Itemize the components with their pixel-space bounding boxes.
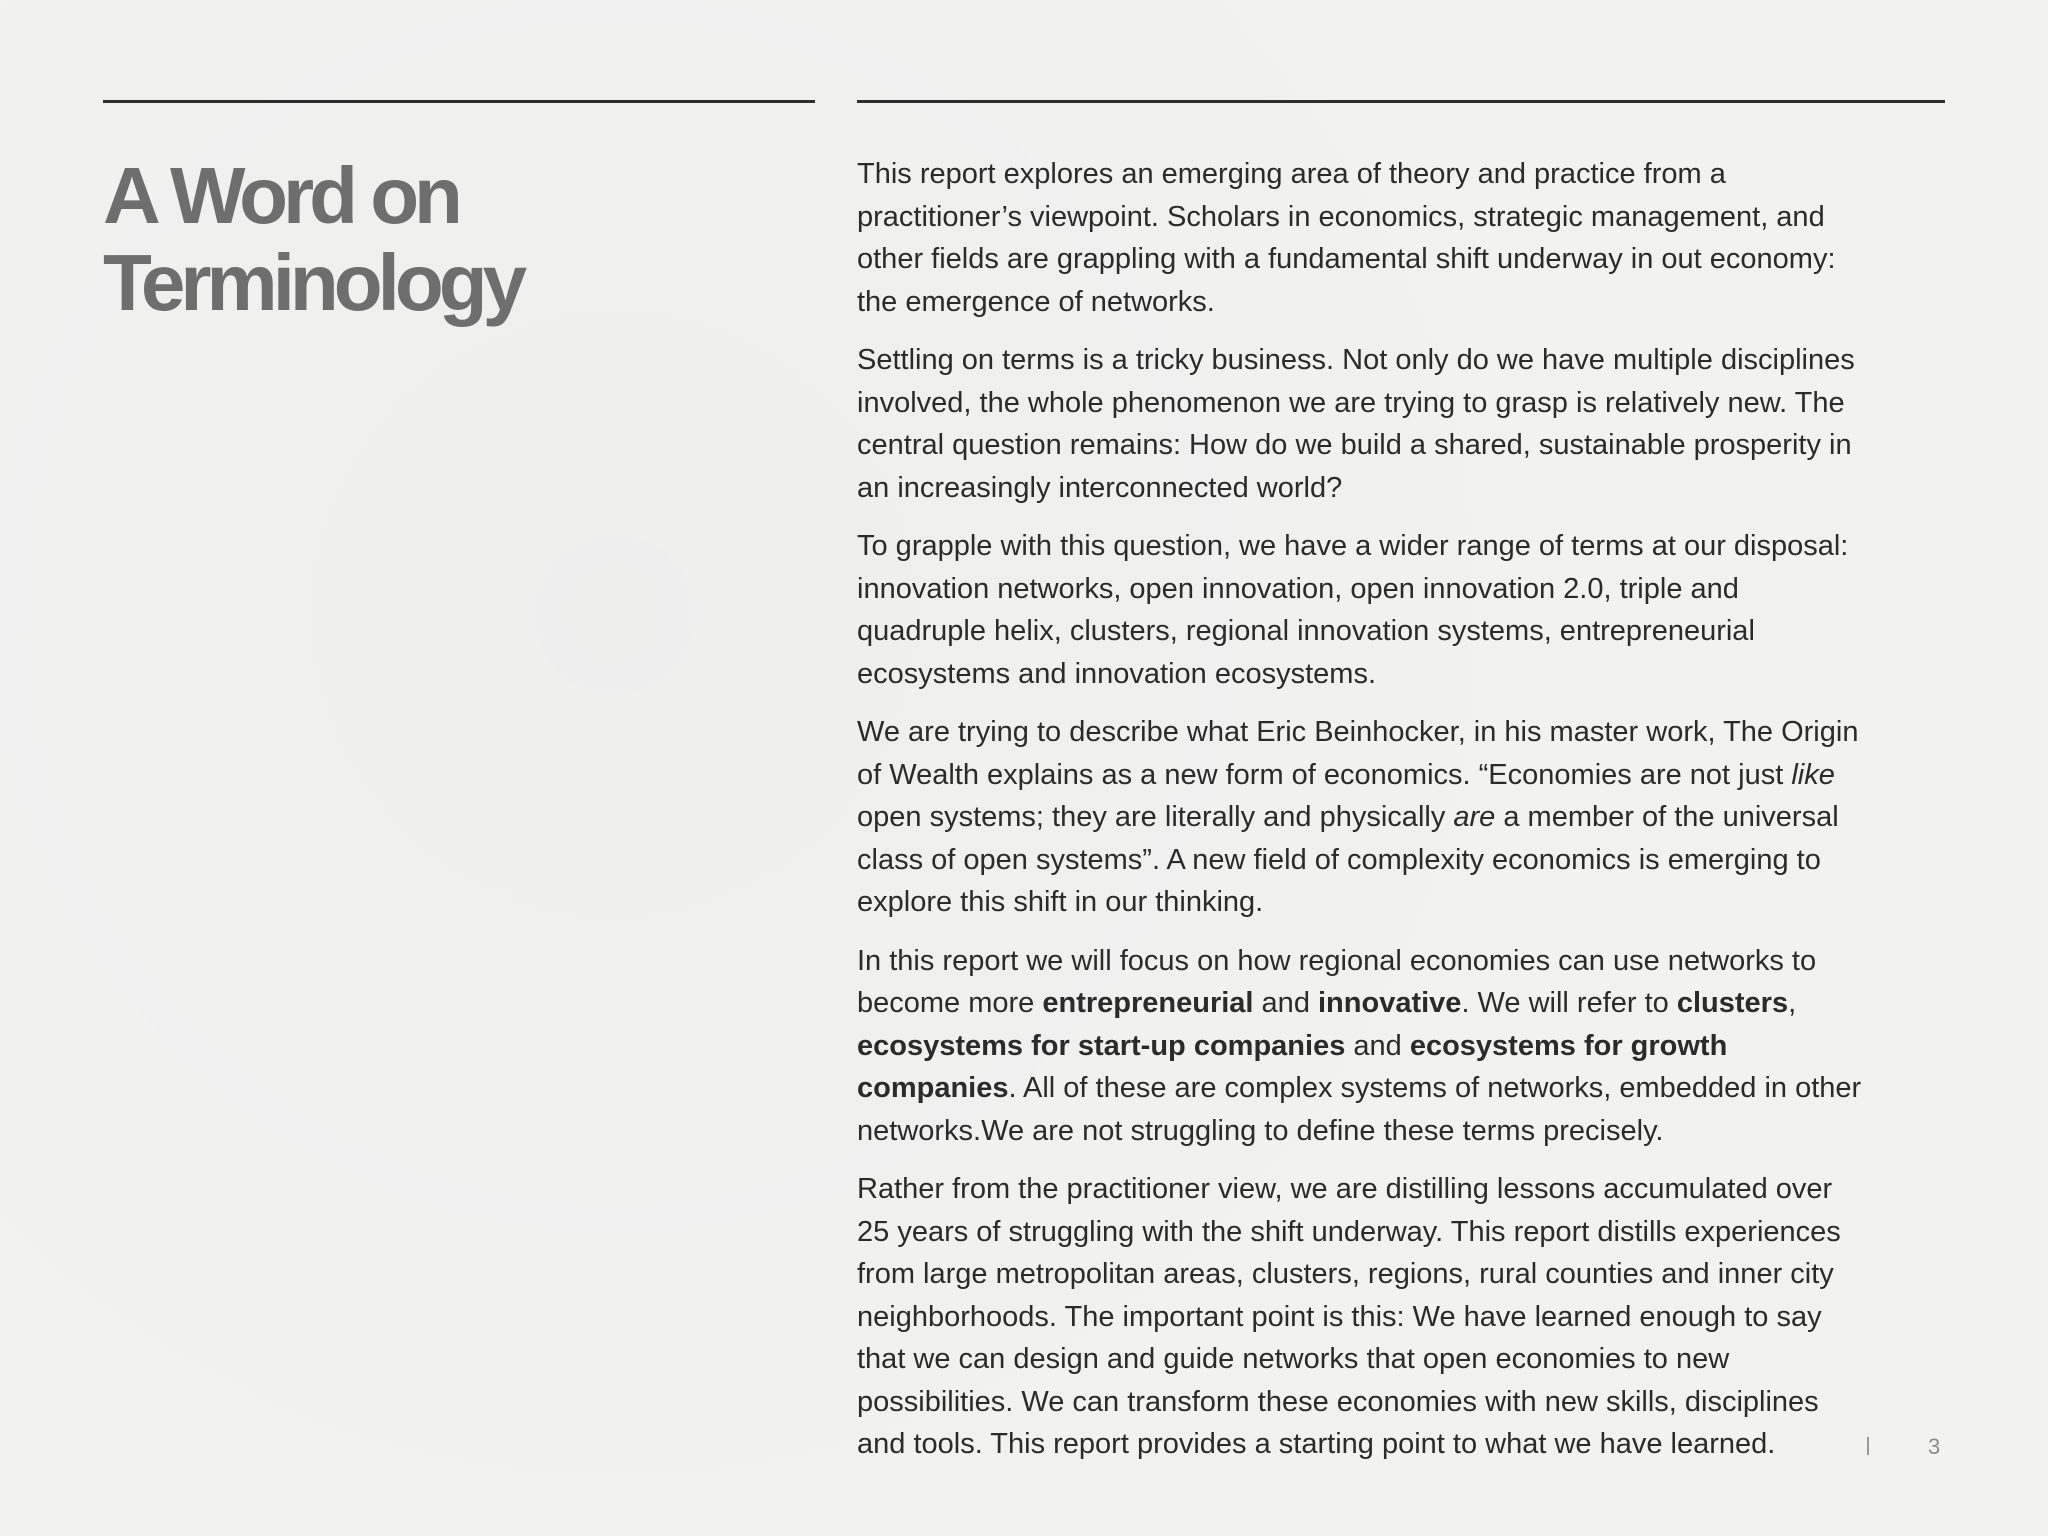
paragraph-5 xyxy=(857,940,1955,1153)
title-line-2: Terminology xyxy=(103,238,523,327)
paragraph-4-text-c: open systems; they are literally and physically xyxy=(857,801,1446,833)
page-number: 3 xyxy=(1928,1434,1941,1459)
body-text xyxy=(857,153,1955,1482)
paragraph-6: Rather from the practitioner view, we are distilling lessons accumulated over 25 years of struggling with the shift underway. This report distills experiences from large metropolitan areas, clusters, regions, rural counties and inner city neighborhoods. The important point is this: We have learned enough to say that we can design and guide networks that open economies to new possibilities. We can transform these economies with new skills, disciplines and tools. This report provides a starting point to what we have learned. xyxy=(857,1173,1841,1460)
page-title xyxy=(103,152,803,326)
paragraph-4-italic-are: are xyxy=(1453,801,1496,833)
term-clusters: clusters xyxy=(1676,987,1789,1019)
left-header-rule xyxy=(103,100,815,103)
term-growth-ecosystems: ecosystems for growth companies xyxy=(857,1029,1728,1104)
paragraph-5-text-a: In this report we will focus on how regional economies can use networks to become more xyxy=(857,944,1817,1019)
term-entrepreneurial: entrepreneurial xyxy=(1042,987,1254,1019)
title-line-1: A Word on xyxy=(103,151,458,240)
paragraph-5-text-k: . All of these are complex systems of networks, embedded in other networks.We are not struggling to define these terms precisely. xyxy=(857,1072,1862,1147)
paragraph-3: To grapple with this question, we have a wider range of terms at our disposal: innovation networks, open innovation, open innovation 2.0, triple and quadruple helix, clusters, regional innovation systems, entrepreneurial ecosystems and innovation ecosystems. xyxy=(857,530,1849,690)
paragraph-4-italic-like: like xyxy=(1791,758,1835,791)
term-innovative: innovative xyxy=(1318,987,1462,1019)
paragraph-5-text-e: . We will refer to xyxy=(1461,987,1677,1019)
term-startup-ecosystems: ecosystems for start-up companies xyxy=(857,1029,1346,1062)
paragraph-5-text-g: , xyxy=(1788,987,1797,1019)
paragraph-1: This report explores an emerging area of theory and practice from a practitioner’s viewpoint. Scholars in economics, strategic management, and other fields are grappling with a fundamental shift underway in out economy: the emergence of networks. xyxy=(857,158,1836,318)
paragraph-2: Settling on terms is a tricky business. Not only do we have multiple disciplines involved, the whole phenomenon we are trying to grasp is relatively new. The central question remains: How do we build a shared, sustainable prosperity in an increasingly interconnected world? xyxy=(857,344,1855,504)
paragraph-4 xyxy=(857,711,1955,924)
page-number-separator xyxy=(1867,1437,1869,1455)
paragraph-4-text-e: a member of the universal class of open systems”. A new field of complexity economics is emerging to explore this shift in our thinking. xyxy=(857,801,1839,918)
right-header-rule xyxy=(857,100,1945,103)
paragraph-5-text-c: and xyxy=(1253,987,1318,1019)
paragraph-4-text-a: We are trying to describe what Eric Beinhocker, in his master work, The Origin of Wealth explains as a new form of economics. “Economies are not just xyxy=(857,716,1859,791)
paragraph-5-text-i: and xyxy=(1345,1029,1410,1062)
